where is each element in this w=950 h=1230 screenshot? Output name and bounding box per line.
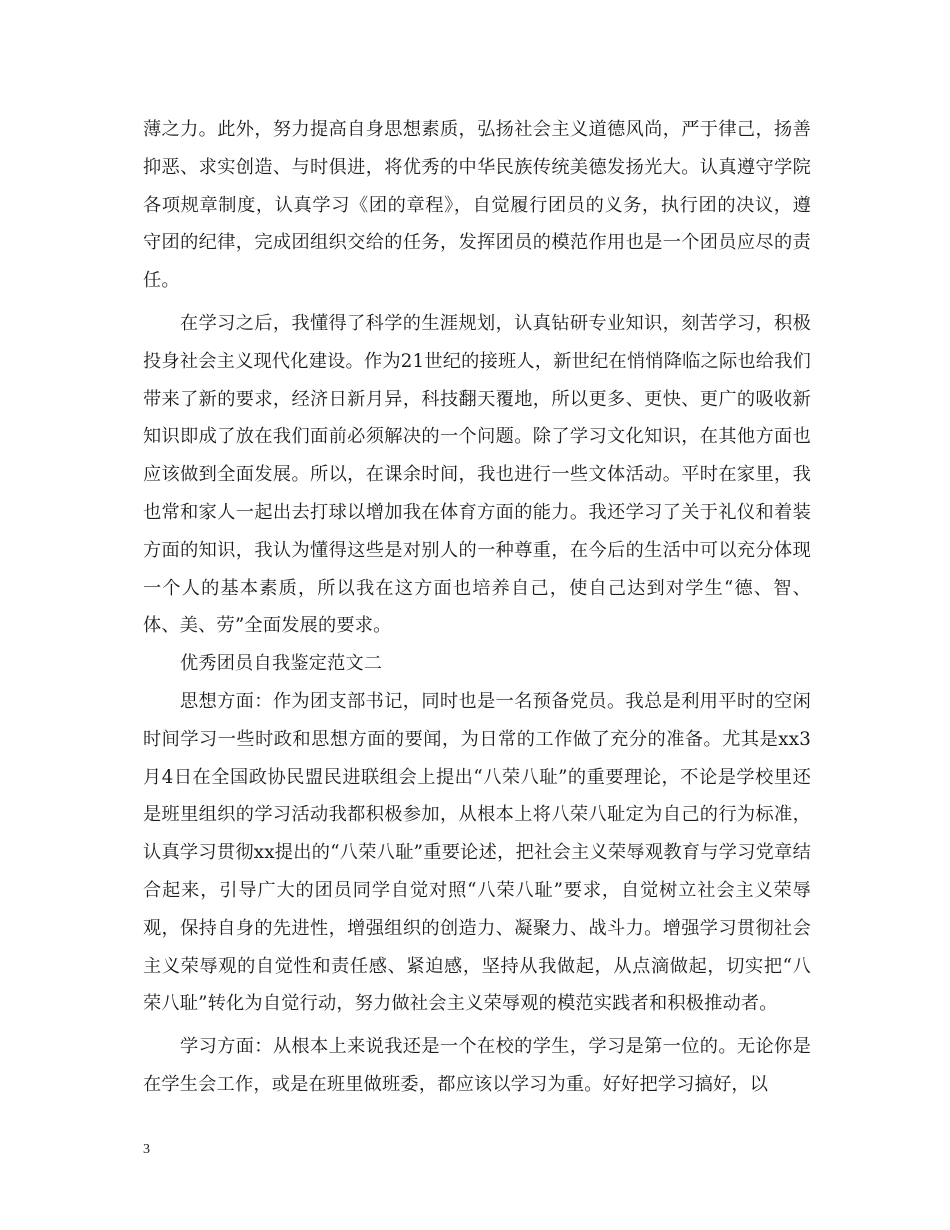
page-number: 3 (143, 1142, 150, 1157)
paragraph-continuation: 薄之力。此外，努力提高自身思想素质，弘扬社会主义道德风尚，严于律己，扬善抑恶、求实创造、与时俱进，将优秀的中华民族传统美德发扬光大。认真遵守学院各项规章制度，认真学习《团的章程》，自觉履行团员的义务，执行团的决议，遵守团的纪律，完成团组织交给的任务，发挥团员的模范作用也是一个团员应尽的责任。 (143, 119, 811, 292)
paragraph-study-after: 在学习之后，我懂得了科学的生涯规划，认真钻研专业知识，刻苦学习，积极投身社会主义现代化建设。作为21世纪的接班人，新世纪在悄悄降临之际也给我们带来了新的要求，经济日新月异，科技翻天覆地，所以更多、更快、更广的吸收新知识即成了放在我们面前必须解决的一个问题。除了学习文化知识，在其他方面也应该做到全面发展。所以，在课余时间，我也进行一些文体活动。平时在家里，我也常和家人一起出去打球以增加我在体育方面的能力。我还学习了关于礼仪和着装方面的知识，我认为懂得这些是对别人的一种尊重，在今后的生活中可以充分体现一个人的基本素质，所以我在这方面也培养自己，使自己达到对学生“德、智、体、美、劳”全面发展的要求。 (143, 312, 811, 637)
document-body (143, 111, 811, 1104)
section-heading: 优秀团员自我鉴定范文二 (180, 653, 383, 675)
paragraph-thought: 思想方面：作为团支部书记，同时也是一名预备党员。我总是利用平时的空闲时间学习一些时政和思想方面的要闻，为日常的工作做了充分的准备。尤其是xx3月4日在全国政协民盟民进联组会上提出“八荣八耻”的重要理论，不论是学校里还是班里组织的学习活动我都积极参加，从根本上将八荣八耻定为自己的行为标准，认真学习贯彻xx提出的“八荣八耻”重要论述，把社会主义荣辱观教育与学习党章结合起来，引导广大的团员同学自觉对照“八荣八耻”要求，自觉树立社会主义荣辱观，保持自身的先进性，增强组织的创造力、凝聚力、战斗力。增强学习贯彻社会主义荣辱观的自觉性和责任感、紧迫感，坚持从我做起，从点滴做起，切实把“八荣八耻”转化为自觉行动，努力做社会主义荣辱观的模范实践者和积极推动者。 (143, 690, 812, 1015)
paragraph-study: 学习方面：从根本上来说我还是一个在校的学生，学习是第一位的。无论你是在学生会工作，或是在班里做班委，都应该以学习为重。好好把学习搞好，以 (143, 1036, 811, 1095)
